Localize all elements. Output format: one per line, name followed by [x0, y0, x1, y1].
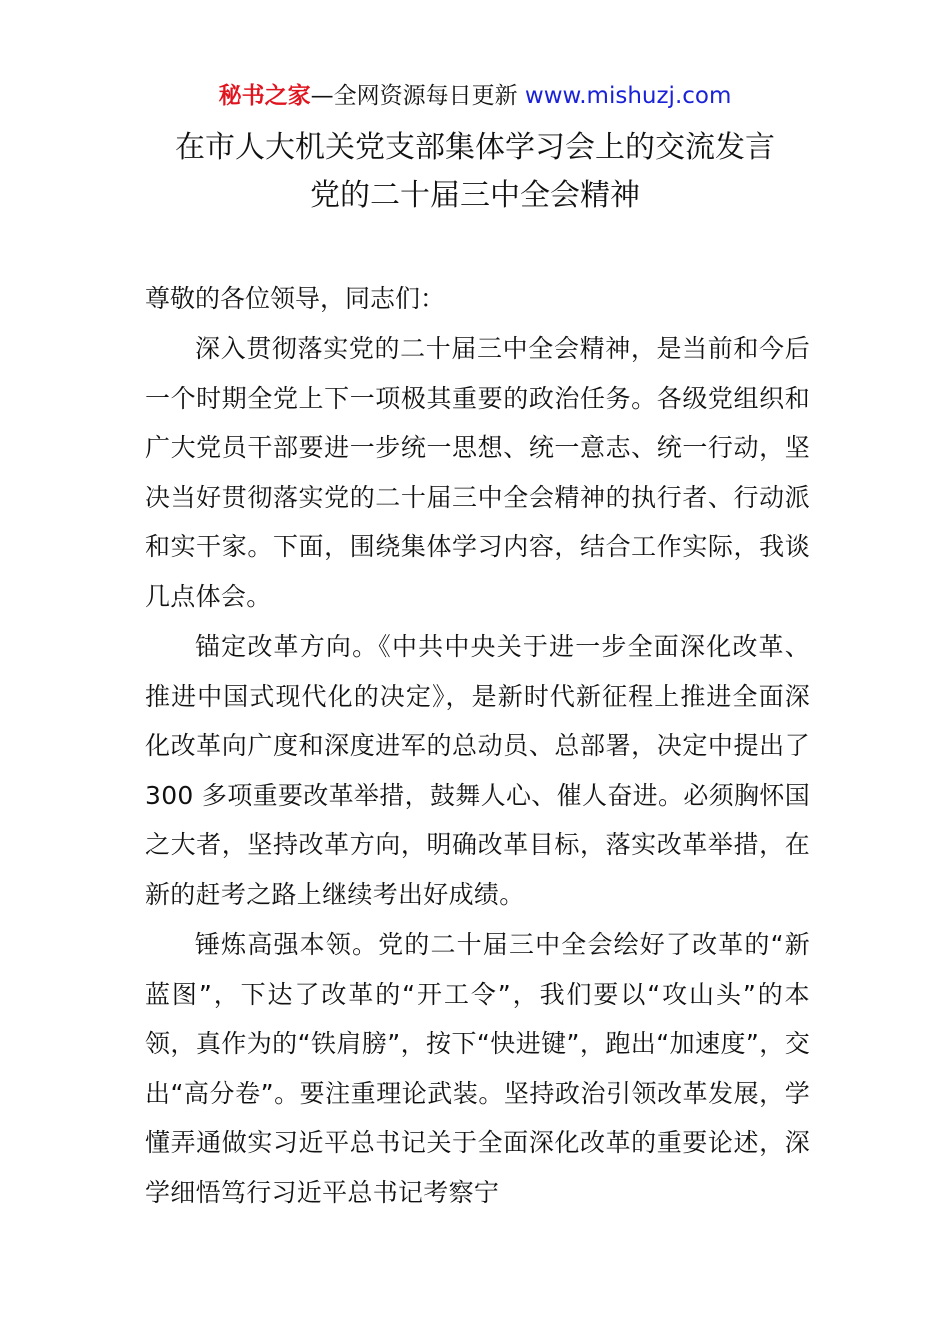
document-title: 在市人大机关党支部集体学习会上的交流发言	[175, 130, 775, 165]
site-name: 秘书之家	[218, 83, 311, 109]
site-header	[0, 80, 950, 112]
paragraph-skills: 锤炼高强本领。党的二十届三中全会绘好了改革的“新蓝图”，下达了改革的“开工令”，我们要以“攻山头”的本领，真作为的“铁肩膀”，按下“快进键”，跑出“加速度”，交出“高分卷”。要注重理论武装。坚持政治引领改革发展，学懂弄通做实习近平总书记关于全面深化改革的重要论述，深学细悟笃行习近平总书记考察宁	[145, 930, 810, 1207]
paragraph-reform-direction: 锚定改革方向。《中共中央关于进一步全面深化改革、推进中国式现代化的决定》，是新时代新征程上推进全面深化改革向广度和深度进军的总动员、总部署，决定中提出了 300 多项重要改革举措，鼓舞人心、催人奋进。必须胸怀国之大者，坚持改革方向，明确改革目标，落实改革举措，在新的赶考之路上继续考出好成绩。	[145, 632, 810, 909]
salutation: 尊敬的各位领导，同志们：	[145, 284, 446, 313]
paragraph-intro: 深入贯彻落实党的二十届三中全会精神，是当前和今后一个时期全党上下一项极其重要的政治任务。各级党组织和广大党员干部要进一步统一思想、统一意志、统一行动，坚决当好贯彻落实党的二十届三中全会精神的执行者、行动派和实干家。下面，围绕集体学习内容，结合工作实际，我谈几点体会。	[145, 334, 810, 611]
document-subtitle: 党的二十届三中全会精神	[310, 178, 640, 213]
site-url-link[interactable]: www.mishuzj.com	[524, 83, 732, 109]
site-tagline: —全网资源每日更新	[310, 83, 518, 109]
